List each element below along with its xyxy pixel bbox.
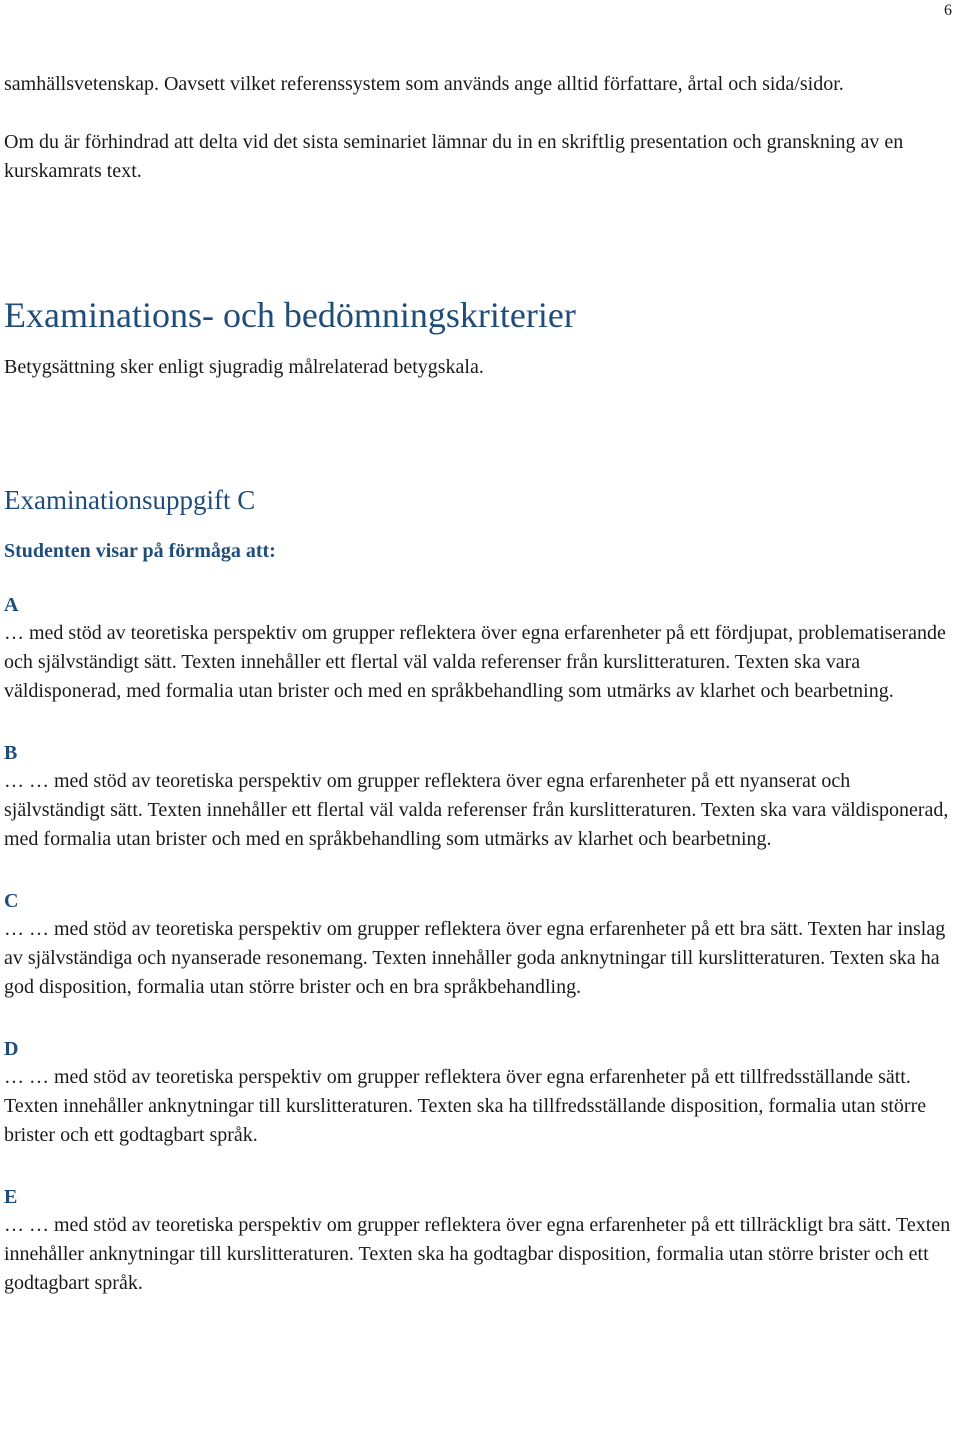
grading-scale-note: Betygsättning sker enligt sjugradig målrelaterad betygskala. xyxy=(4,356,484,378)
grade-description: … … med stöd av teoretiska perspektiv om grupper reflektera över egna erfarenheter på ett tillräckligt bra sätt. Texten innehåller anknytningar till kurslitteraturen. Texten ska ha godtagbar disposition, formalia utan större brister och ett godtagbart språk. xyxy=(4,1214,951,1294)
grade-letter: D xyxy=(4,1038,19,1060)
grade-criterion xyxy=(4,739,952,854)
grade-description: … … med stöd av teoretiska perspektiv om grupper reflektera över egna erfarenheter på ett nyanserat och självständigt sätt. Texten innehåller ett flertal väl valda referenser från kurslitteraturen. Texten ska vara väldisponerad, med formalia utan brister och med en språkbehandling som utmärks av klarhet och bearbetning. xyxy=(4,770,949,850)
grade-criterion xyxy=(4,591,952,706)
grade-letter: B xyxy=(4,742,18,764)
intro-paragraph: Om du är förhindrad att delta vid det sista seminariet lämnar du in en skriftlig presentation och granskning av en kurskamrats text. xyxy=(4,131,904,182)
grade-criterion xyxy=(4,1035,952,1150)
section-heading: Examinations- och bedömningskriterier xyxy=(4,295,576,335)
page-number: 6 xyxy=(944,2,952,19)
grade-letter: C xyxy=(4,890,19,912)
assignment-heading: Examinationsuppgift C xyxy=(4,485,256,515)
grade-criterion xyxy=(4,1183,952,1298)
document-body xyxy=(4,70,952,1331)
grade-description: … … med stöd av teoretiska perspektiv om grupper reflektera över egna erfarenheter på ett tillfredsställande sätt. Texten innehåller anknytningar till kurslitteraturen. Texten ska ha tillfredsställande disposition, formalia utan större brister och ett godtagbart språk. xyxy=(4,1066,927,1146)
ability-heading: Studenten visar på förmåga att: xyxy=(4,540,276,562)
grade-letter: E xyxy=(4,1186,18,1208)
grade-description: … … med stöd av teoretiska perspektiv om grupper reflektera över egna erfarenheter på ett bra sätt. Texten har inslag av självständiga och nyanserade resonemang. Texten innehåller goda anknytningar till kurslitteraturen. Texten ska ha god disposition, formalia utan större brister och en bra språkbehandling. xyxy=(4,918,946,998)
intro-paragraph: samhällsvetenskap. Oavsett vilket referenssystem som används ange alltid författare, årtal och sida/sidor. xyxy=(4,73,844,95)
grade-description: … med stöd av teoretiska perspektiv om grupper reflektera över egna erfarenheter på ett fördjupat, problematiserande och självständigt sätt. Texten innehåller ett flertal väl valda referenser från kurslitteraturen. Texten ska vara väldisponerad, med formalia utan brister och med en språkbehandling som utmärks av klarhet och bearbetning. xyxy=(4,622,946,702)
grade-criterion xyxy=(4,887,952,1002)
grade-letter: A xyxy=(4,594,19,616)
